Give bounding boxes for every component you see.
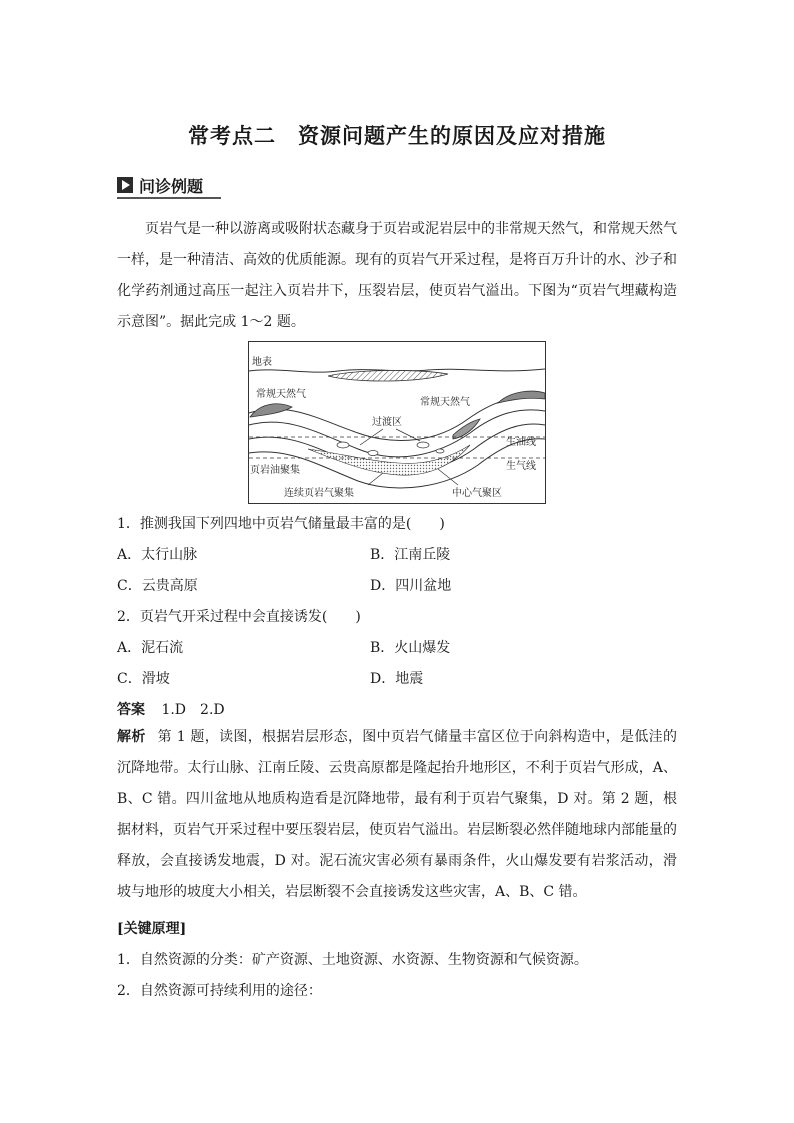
q1-option-d: D．四川盆地	[370, 578, 452, 594]
q1-option-b: B．江南丘陵	[370, 547, 451, 563]
key-principle-heading: [关键原理]	[117, 921, 187, 937]
analysis-label: 解析	[117, 729, 146, 745]
answer-value: 1.D 2.D	[161, 702, 225, 718]
analysis-text: 第 1 题，读图，根据岩层形态，图中页岩气储量丰富区位于向斜构造中，是低洼的沉降地带。太行山脉、江南丘陵、云贵高原都是隆起抬升地形区，不利于页岩气形成，A、B、C 错。四川盆地从地质构造看是沉降地带，最有利于页岩气聚集，D 对。第 2 题，根据材料，页岩气开采过程中要压裂岩层，使页岩气溢出。岩层断裂必然伴随地球内部能量的释放，会直接诱发地震，D 对。泥石流灾害必须有暴雨条件，火山爆发要有岩浆活动，滑坡与地形的坡度大小相关，岩层断裂不会直接诱发这些灾害，A、B、C 错。	[117, 729, 678, 900]
gas-pod	[417, 442, 429, 448]
q2-option-b: B．火山爆发	[370, 640, 451, 656]
analysis-paragraph	[117, 722, 677, 908]
label-surface: 地表	[252, 357, 272, 368]
q2-option-c: C．滑坡	[117, 671, 170, 687]
label-conv-gas-right: 常规天然气	[420, 397, 470, 408]
gas-pod	[436, 449, 444, 453]
shale-gas-diagram	[248, 341, 546, 504]
q1-option-c: C．云贵高原	[117, 578, 198, 594]
play-triangle-icon	[117, 177, 133, 193]
principle-2: 2．自然资源可持续利用的途径：	[117, 983, 322, 999]
label-center: 中心气聚区	[452, 488, 502, 499]
label-transition: 过渡区	[372, 417, 402, 428]
answer-line	[117, 699, 225, 719]
label-gas-line: 生气线	[506, 461, 536, 472]
q1-stem: 1．推测我国下列四地中页岩气储量最丰富的是( )	[117, 516, 445, 532]
section-underline	[117, 197, 221, 199]
q1-option-a: A．太行山脉	[117, 547, 198, 563]
q2-stem: 2．页岩气开采过程中会直接诱发( )	[117, 609, 361, 625]
section-label: 问诊例题	[139, 177, 204, 196]
label-continuous: 连续页岩气聚集	[284, 488, 354, 499]
q2-option-d: D．地震	[370, 671, 424, 687]
gas-pod	[368, 451, 378, 456]
page-title: 常考点二 资源问题产生的原因及应对措施	[188, 123, 606, 148]
q2-option-a: A．泥石流	[117, 640, 184, 656]
section-header	[117, 174, 221, 196]
intro-paragraph: 页岩气是一种以游离或吸附状态藏身于页岩或泥岩层中的非常规天然气，和常规天然气一样，是一种清洁、高效的优质能源。现有的页岩气开采过程，是将百万升计的水、沙子和化学药剂通过高压一起注入页岩井下，压裂岩层，使页岩气溢出。下图为“页岩气埋藏构造示意图”。据此完成 1～2 题。	[117, 221, 677, 330]
principle-1: 1．自然资源的分类：矿产资源、土地资源、水资源、生物资源和气候资源。	[117, 952, 588, 968]
gas-pod	[337, 442, 349, 448]
label-conv-gas-left: 常规天然气	[256, 389, 306, 400]
label-shale-oil: 页岩油聚集	[250, 465, 300, 476]
answer-label: 答案	[117, 702, 145, 718]
label-oil-line: 生油线	[506, 437, 536, 448]
